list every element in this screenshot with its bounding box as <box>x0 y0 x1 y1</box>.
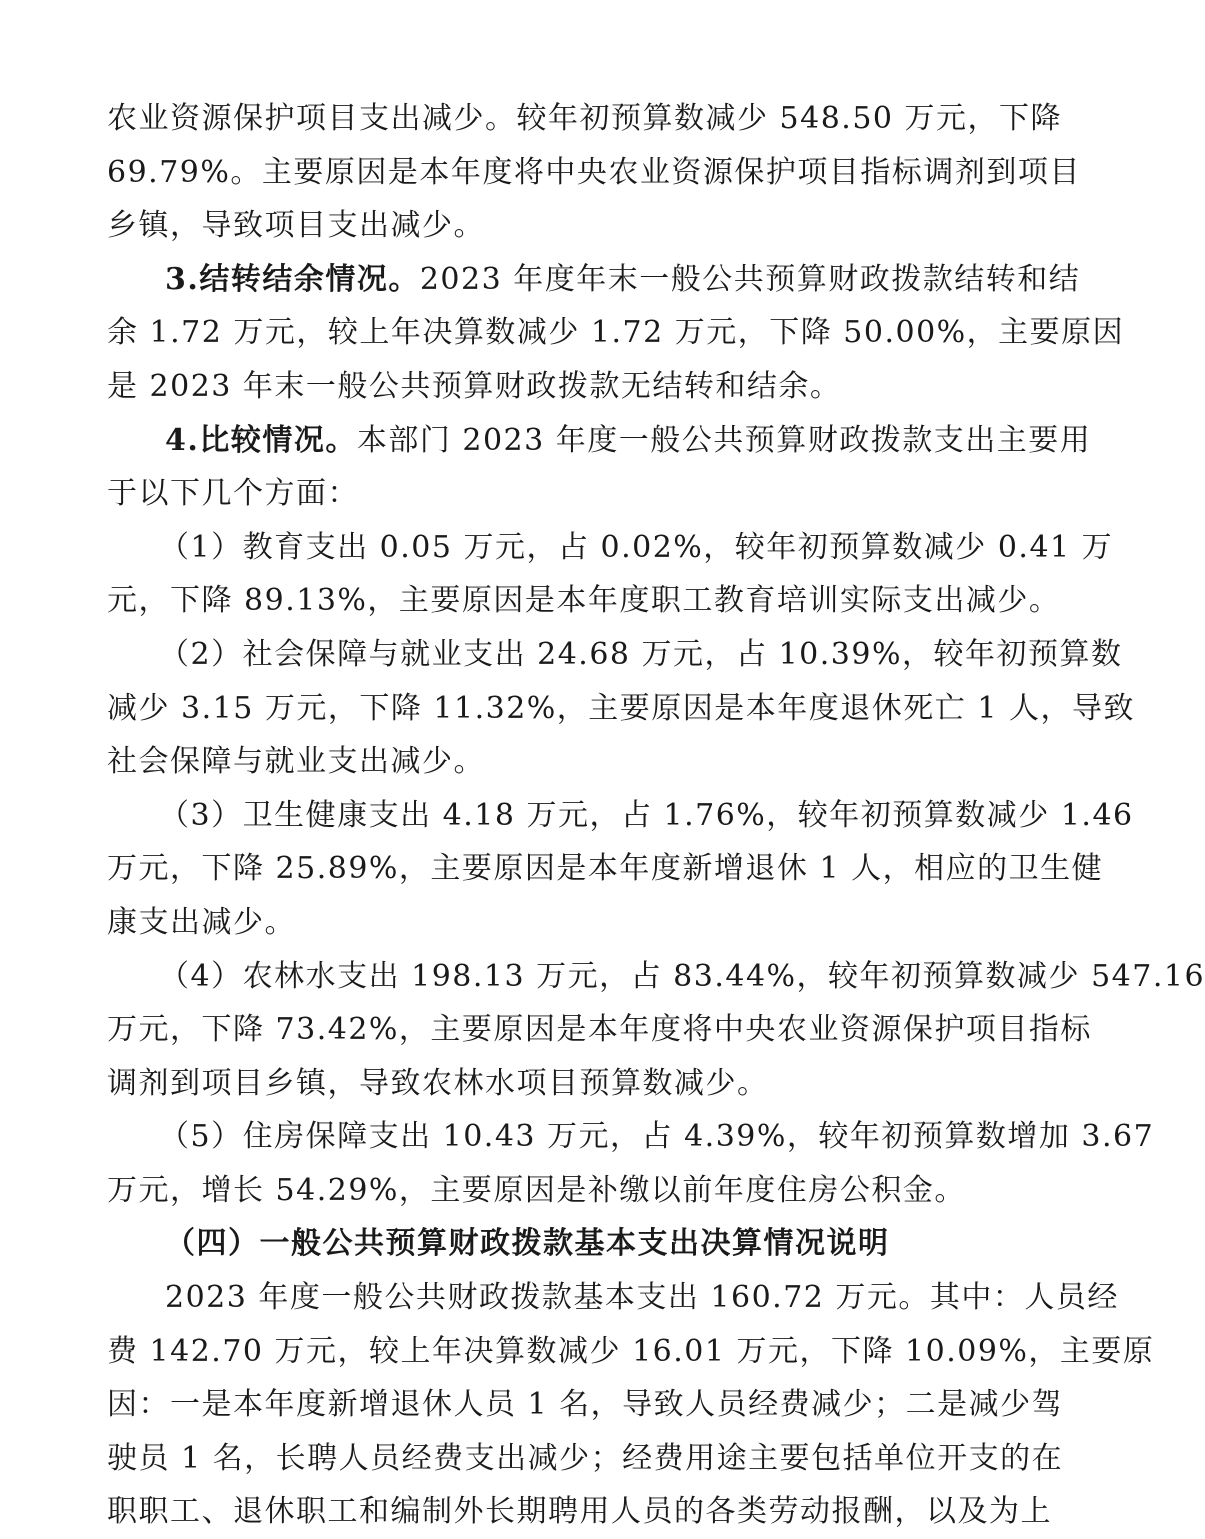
text-line: 万元，增长 54.29%，主要原因是补缴以前年度住房公积金。 <box>107 1172 966 1208</box>
text-line: 减少 3.15 万元，下降 11.32%，主要原因是本年度退休死亡 1 人，导致 <box>107 690 1135 726</box>
text-line: （3）卫生健康支出 4.18 万元，占 1.76%，较年初预算数减少 1.46 <box>159 797 1134 833</box>
text-line: （1）教育支出 0.05 万元，占 0.02%，较年初预算数减少 0.41 万 <box>159 529 1114 565</box>
text-line: 元，下降 89.13%，主要原因是本年度职工教育培训实际支出减少。 <box>107 583 1061 619</box>
text-line: （5）住房保障支出 10.43 万元，占 4.39%，较年初预算数增加 3.67 <box>159 1119 1155 1155</box>
text-line: 康支出减少。 <box>107 904 296 940</box>
text-line: 2023 年度一般公共财政拨款基本支出 160.72 万元。其中：人员经 <box>165 1280 1119 1316</box>
text-line: 职职工、退休职工和编制外长期聘用人员的各类劳动报酬，以及为上 <box>107 1494 1052 1530</box>
section-lead: 3.结转结余情况。 <box>165 261 420 297</box>
list-item-social-security <box>107 628 1135 789</box>
text-line: 调剂到项目乡镇，导致农林水项目预算数减少。 <box>107 1065 769 1101</box>
heading-text: （四）一般公共预算财政拨款基本支出决算情况说明 <box>165 1226 890 1262</box>
text-line: 社会保障与就业支出减少。 <box>107 744 485 780</box>
text-line: 于以下几个方面： <box>107 476 359 512</box>
text-line: 是 2023 年末一般公共预算财政拨款无结转和结余。 <box>107 368 842 404</box>
text-line: 乡镇，导致项目支出减少。 <box>107 208 485 244</box>
text-line <box>107 253 1081 307</box>
text-line: （2）社会保障与就业支出 24.68 万元，占 10.39%，较年初预算数 <box>159 636 1123 672</box>
section-lead: 4.比较情况。 <box>165 422 357 458</box>
section-text: 2023 年度年末一般公共预算财政拨款结转和结 <box>419 261 1081 297</box>
paragraph-comparison <box>107 414 1092 521</box>
text-line: （4）农林水支出 198.13 万元，占 83.44%，较年初预算数减少 547.16 <box>159 958 1205 994</box>
text-line: 万元，下降 73.42%，主要原因是本年度将中央农业资源保护项目指标 <box>107 1012 1092 1048</box>
list-item-agriculture <box>107 950 1205 1111</box>
list-item-health <box>107 789 1134 950</box>
paragraph-basic-expenditure <box>107 1271 1155 1539</box>
text-line: 驶员 1 名，长聘人员经费支出减少；经费用途主要包括单位开支的在 <box>107 1440 1064 1476</box>
paragraph-carryover-balance <box>107 253 1125 414</box>
list-item-education <box>107 521 1114 628</box>
text-line: 余 1.72 万元，较上年决算数减少 1.72 万元，下降 50.00%，主要原因 <box>107 315 1125 351</box>
section-text: 本部门 2023 年度一般公共预算财政拨款支出主要用 <box>356 422 1092 458</box>
text-line: 万元，下降 25.89%，主要原因是本年度新增退休 1 人，相应的卫生健 <box>107 851 1104 887</box>
text-line <box>107 414 1092 468</box>
list-item-housing <box>107 1110 1155 1217</box>
section-heading <box>107 1217 971 1271</box>
paragraph-agri-continuation <box>107 92 1081 253</box>
text-line: 费 142.70 万元，较上年决算数减少 16.01 万元，下降 10.09%，主要原 <box>107 1333 1155 1369</box>
text-line: 69.79%。主要原因是本年度将中央农业资源保护项目指标调剂到项目 <box>107 154 1081 190</box>
text-line: 因：一是本年度新增退休人员 1 名，导致人员经费减少；二是减少驾 <box>107 1387 1064 1423</box>
text-line: 农业资源保护项目支出减少。较年初预算数减少 548.50 万元，下降 <box>107 101 1063 136</box>
